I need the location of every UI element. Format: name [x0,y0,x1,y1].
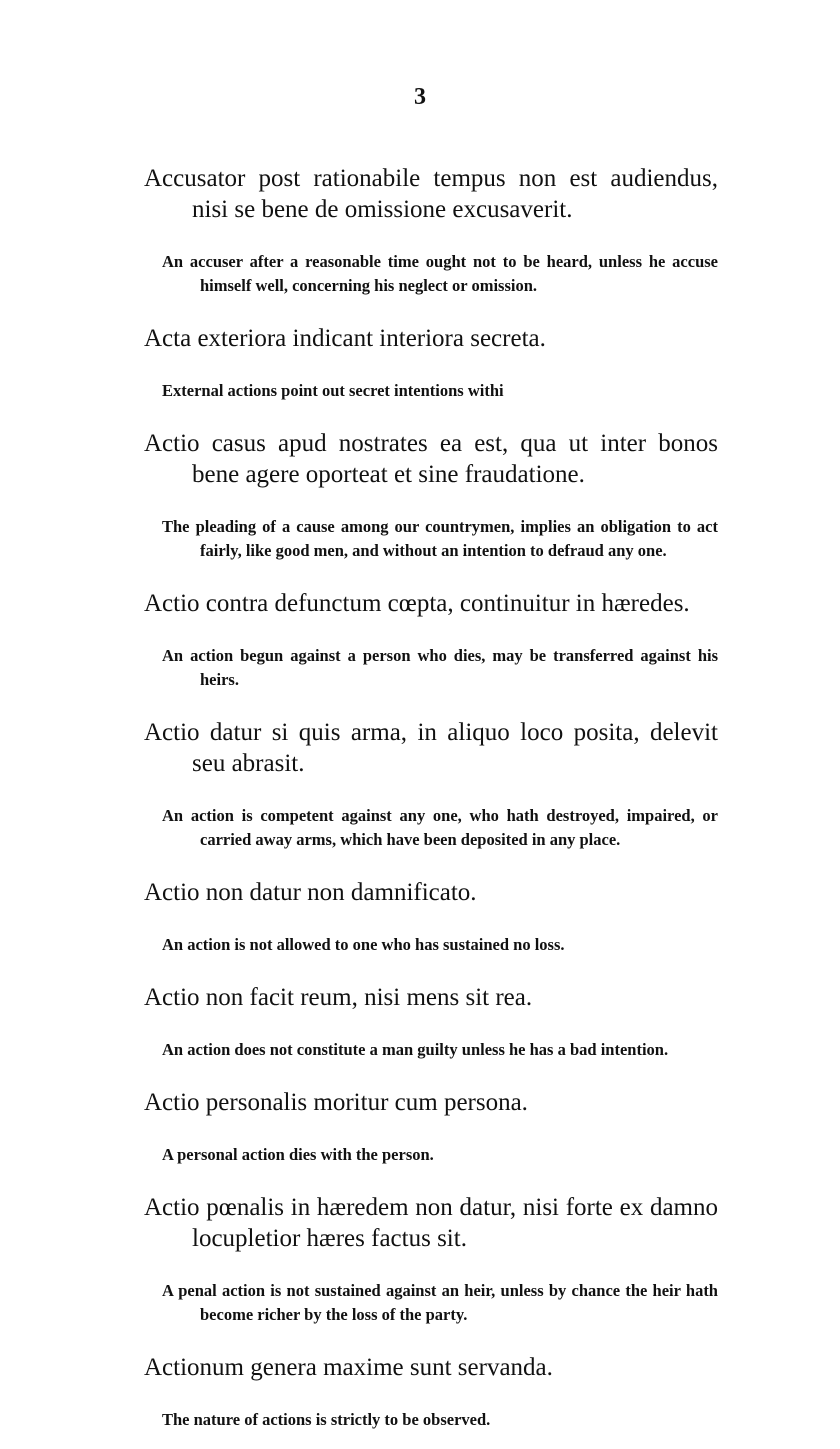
english-translation: An action begun against a person who dies, may be transferred against his heirs. [162,646,718,689]
english-translation: An accuser after a reasonable time ought not to be heard, unless he accuse himself well, concerning his neglect or omission. [162,252,718,295]
maxim-entry [144,1352,718,1432]
maxim-entry [144,717,718,852]
latin-maxim: Actio datur si quis arma, in aliquo loco posita, delevit seu abrasit. [144,719,718,777]
english-translation: A penal action is not sustained against an heir, unless by chance the heir hath become richer by the loss of the party. [162,1281,718,1324]
maxim-entry [144,428,718,563]
maxim-entry [144,323,718,403]
latin-maxim: Actio pœnalis in hæredem non datur, nisi forte ex damno locupletior hæres factus sit. [144,1194,718,1252]
maxim-entry [144,982,718,1062]
latin-maxim: Actio non datur non damnificato. [144,879,477,906]
latin-maxim: Actio contra defunctum cœpta, continuitur in hæredes. [144,590,690,617]
english-translation: An action is competent against any one, who hath destroyed, impaired, or carried away arms, which have been deposited in any place. [162,806,718,849]
english-translation: External actions point out secret intentions withi [162,381,504,400]
latin-maxim: Accusator post rationabile tempus non est audiendus, nisi se bene de omissione excusaverit. [144,165,718,223]
english-translation: An action does not constitute a man guilty unless he has a bad intention. [162,1040,669,1059]
maxim-entry [144,1087,718,1167]
latin-maxim: Actio personalis moritur cum persona. [144,1089,528,1116]
latin-maxim: Actionum genera maxime sunt servanda. [144,1354,553,1381]
english-translation: An action is not allowed to one who has sustained no loss. [162,935,565,954]
latin-maxim: Acta exteriora indicant interiora secreta. [144,325,546,352]
maxim-entry [144,877,718,957]
maxim-list [144,138,718,1449]
latin-maxim: Actio non facit reum, nisi mens sit rea. [144,984,533,1011]
english-translation: A personal action dies with the person. [162,1145,434,1164]
maxim-entry [144,1192,718,1327]
english-translation: The pleading of a cause among our countrymen, implies an obligation to act fairly, like good men, and without an intention to defraud any one. [162,517,718,560]
maxim-entry [144,163,718,298]
english-translation: The nature of actions is strictly to be observed. [162,1410,491,1429]
latin-maxim: Actio casus apud nostrates ea est, qua ut inter bonos bene agere oporteat et sine fraudatione. [144,430,718,488]
page-number: 3 [414,84,426,110]
maxim-entry [144,588,718,692]
